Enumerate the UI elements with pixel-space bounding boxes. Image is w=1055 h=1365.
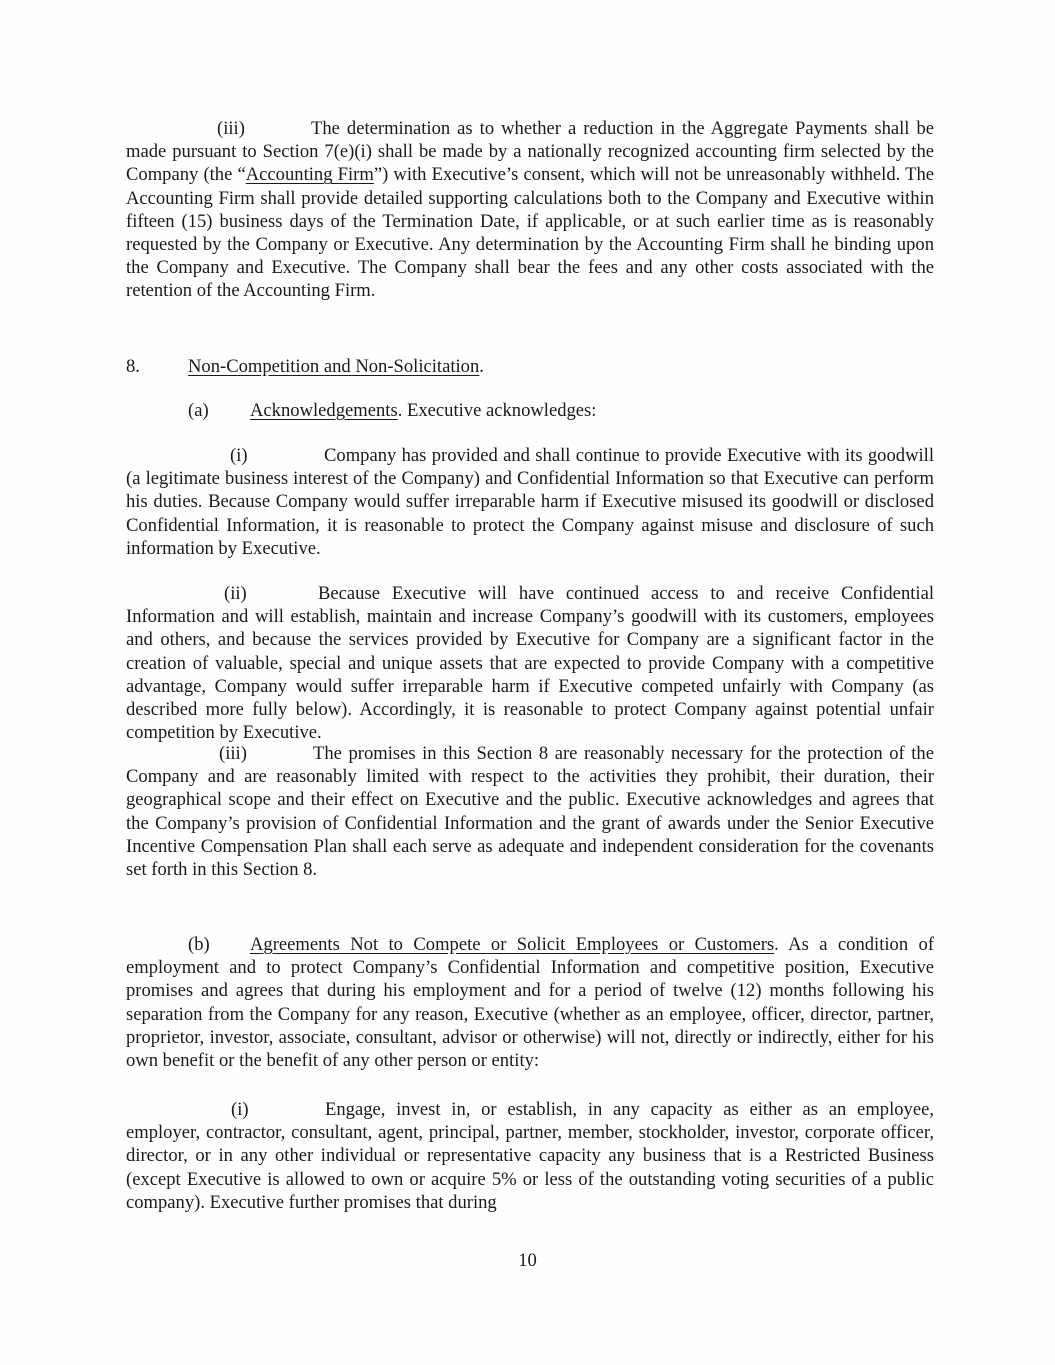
paragraph-label: (b) (188, 934, 210, 955)
paragraph-label: (i) (230, 445, 248, 466)
subsection-title: Agreements Not to Compete or Solicit Employees or Customers (250, 934, 775, 955)
paragraph-a-ii (126, 582, 934, 744)
subsection-8a (126, 399, 934, 422)
paragraph-text: The determination as to whether a reduction in the Aggregate Payments shall be made pursuant to Section 7(e)(i) shall be made by a nationally recognized accounting firm selected by the Company (the “ (126, 118, 934, 186)
paragraph-label: (a) (188, 400, 209, 421)
section-title-period: . (479, 356, 484, 377)
paragraph-text: ”) with Executive’s consent, which will not be unreasonably withheld. The Accounting Firm shall provide detailed supporting calculations both to the Company and Executive within fifteen (15) business days of the Termination Date, if applicable, or at such earlier time as is reasonably requested by the Company or Executive. Any determination by the Accounting Firm shall he binding upon the Company and Executive. The Company shall bear the fees and any other costs associated with the retention of the Accounting Firm. (126, 164, 934, 302)
paragraph-text: The promises in this Section 8 are reasonably necessary for the protection of the Company and are reasonably limited with respect to the activities they prohibit, their duration, their geographical scope and their effect on Executive and the public. Executive acknowledges and agrees that the Company’s provision of Confidential Information and the grant of awards under the Senior Executive Incentive Compensation Plan shall each serve as adequate and independent consideration for the covenants set forth in this Section 8. (126, 743, 934, 881)
paragraph-text: Engage, invest in, or establish, in any capacity as either as an employee, employer, contractor, consultant, agent, principal, partner, member, stockholder, investor, corporate officer, director, or in any other individual or representative capacity any business that is a Restricted Business (except Executive is allowed to own or acquire 5% or less of the outstanding voting securities of a public company). Executive further promises that during (126, 1099, 934, 1213)
paragraph-b-i (126, 1098, 934, 1214)
paragraph-label: (ii) (224, 583, 247, 604)
paragraph-text: Company has provided and shall continue to provide Executive with its goodwill (a legitimate business interest of the Company) and Confidential Information so that Executive can perform his duties. Because Company would suffer irreparable harm if Executive misused its goodwill or disclosed Confidential Information, it is reasonable to protect the Company against misuse and disclosure of such information by Executive. (126, 445, 934, 559)
defined-term-accounting-firm: Accounting Firm (245, 164, 374, 186)
paragraph-a-i (126, 444, 934, 560)
paragraph-iii-determination (126, 117, 934, 303)
subsection-title: Acknowledgements (250, 400, 398, 421)
section-8-heading (126, 355, 934, 378)
paragraph-text: Because Executive will have continued access to and receive Confidential Information and will establish, maintain and increase Company’s goodwill with its customers, employees and others, and because the services provided by Executive for Company are a significant factor in the creation of valuable, special and unique assets that are expected to provide Company with a competitive advantage, Company would suffer irreparable harm if Executive competed unfairly with Company (as described more fully below). Accordingly, it is reasonable to protect Company against potential unfair competition by Executive. (126, 583, 934, 744)
paragraph-label: (i) (231, 1099, 249, 1120)
paragraph-a-iii (126, 742, 934, 881)
page-number: 10 (518, 1250, 537, 1271)
section-number: 8. (126, 356, 140, 377)
paragraph-text: . As a condition of employment and to protect Company’s Confidential Information and competitive position, Executive promises and agrees that during his employment and for a period of twelve (12) months following his separation from the Company for any reason, Executive (whether as an employee, officer, director, partner, proprietor, investor, associate, consultant, advisor or otherwise) will not, directly or indirectly, either for his own benefit or the benefit of any other person or entity: (126, 934, 935, 1072)
paragraph-label: (iii) (219, 743, 247, 764)
section-title: Non-Competition and Non-Solicitation (188, 356, 480, 377)
paragraph-label: (iii) (217, 118, 245, 139)
subsection-8b (126, 933, 934, 1072)
paragraph-text: . Executive acknowledges: (397, 400, 597, 421)
